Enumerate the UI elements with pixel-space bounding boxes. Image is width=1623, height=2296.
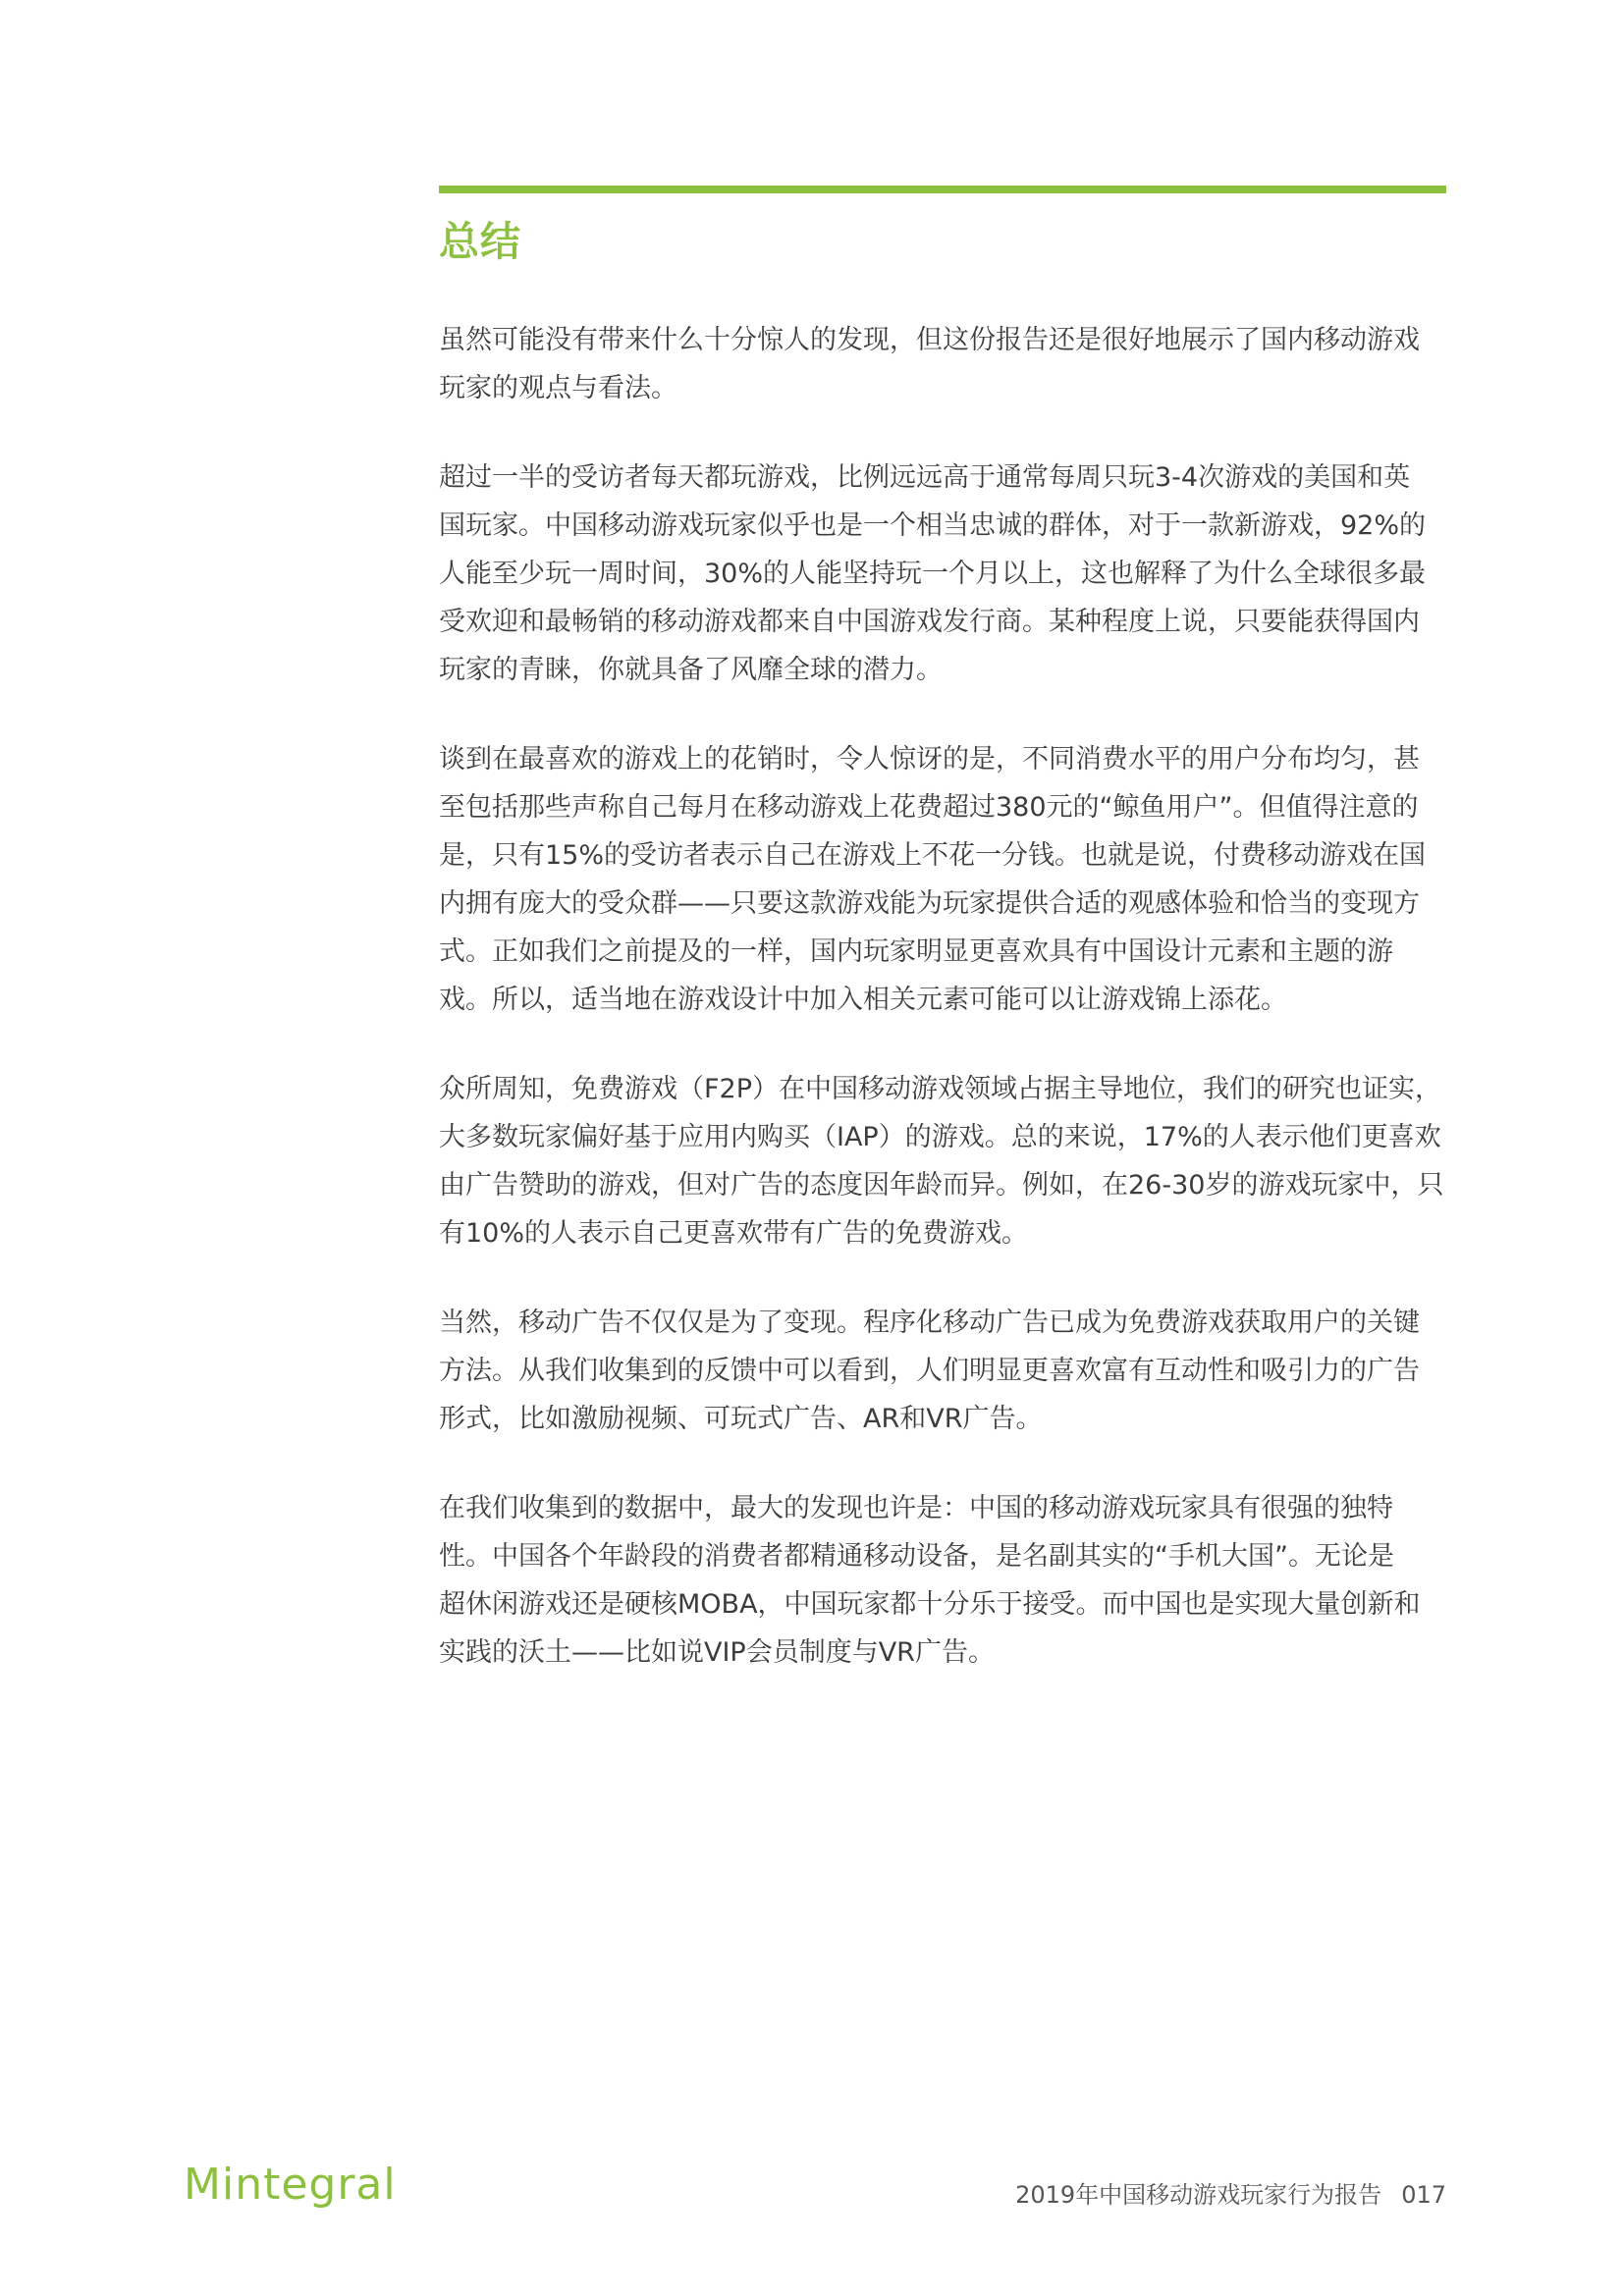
paragraph-line: 式。正如我们之前提及的一样，国内玩家明显更喜欢具有中国设计元素和主题的游 — [439, 936, 1393, 967]
paragraph-line: 由广告赞助的游戏，但对广告的态度因年龄而异。例如，在26-30岁的游戏玩家中，只 — [439, 1170, 1444, 1201]
paragraph-1 — [439, 316, 1476, 412]
paragraph-line: 玩家的青睐，你就具备了风靡全球的潜力。 — [439, 655, 943, 685]
paragraph-line: 是，只有15%的受访者表示自己在游戏上不花一分钱。也就是说，付费移动游戏在国 — [439, 840, 1427, 871]
paragraph-line: 谈到在最喜欢的游戏上的花销时，令人惊讶的是，不同消费水平的用户分布均匀，甚 — [439, 744, 1420, 774]
paragraph-line: 虽然可能没有带来什么十分惊人的发现，但这份报告还是很好地展示了国内移动游戏 — [439, 325, 1420, 355]
paragraph-3 — [439, 735, 1476, 1024]
paragraph-line: 玩家的观点与看法。 — [439, 373, 677, 403]
paragraph-line: 受欢迎和最畅销的移动游戏都来自中国游戏发行商。某种程度上说，只要能获得国内 — [439, 607, 1420, 637]
paragraph-2 — [439, 454, 1476, 694]
paragraph-line: 超休闲游戏还是硬核MOBA，中国玩家都十分乐于接受。而中国也是实现大量创新和 — [439, 1589, 1421, 1620]
paragraph-line: 至包括那些声称自己每月在移动游戏上花费超过380元的“鲸鱼用户”。但值得注意的 — [439, 792, 1419, 823]
paragraph-line: 当然，移动广告不仅仅是为了变现。程序化移动广告已成为免费游戏获取用户的关键 — [439, 1308, 1420, 1338]
section-title: 总结 — [439, 218, 521, 265]
report-title-text: 2019年中国移动游戏玩家行为报告 — [1015, 2181, 1382, 2209]
paragraph-line: 国玩家。中国移动游戏玩家似乎也是一个相当忠诚的群体，对于一款新游戏，92%的 — [439, 510, 1427, 541]
paragraph-line: 有10%的人表示自己更喜欢带有广告的免费游戏。 — [439, 1218, 1029, 1249]
paragraph-4 — [439, 1065, 1476, 1257]
paragraph-line: 戏。所以，适当地在游戏设计中加入相关元素可能可以让游戏锦上添花。 — [439, 985, 1287, 1015]
paragraph-line: 方法。从我们收集到的反馈中可以看到，人们明显更喜欢富有互动性和吸引力的广告 — [439, 1356, 1420, 1386]
section-top-rule — [439, 186, 1446, 193]
paragraph-line: 众所周知，免费游戏（F2P）在中国移动游戏领域占据主导地位，我们的研究也证实， — [439, 1074, 1441, 1104]
paragraph-line: 大多数玩家偏好基于应用内购买（IAP）的游戏。总的来说，17%的人表示他们更喜欢 — [439, 1122, 1441, 1152]
paragraph-6 — [439, 1484, 1476, 1677]
paragraph-line: 内拥有庞大的受众群——只要这款游戏能为玩家提供合适的观感体验和恰当的变现方 — [439, 888, 1420, 919]
footer-report-title — [1015, 2177, 1446, 2213]
paragraph-line: 人能至少玩一周时间，30%的人能坚持玩一个月以上，这也解释了为什么全球很多最 — [439, 559, 1427, 589]
page-number: 017 — [1401, 2181, 1446, 2209]
mintegral-logo: Mintegral — [184, 2160, 397, 2210]
paragraph-line: 在我们收集到的数据中，最大的发现也许是：中国的移动游戏玩家具有很强的独特 — [439, 1493, 1393, 1523]
paragraph-line: 实践的沃土——比如说VIP会员制度与VR广告。 — [439, 1637, 995, 1668]
paragraph-line: 超过一半的受访者每天都玩游戏，比例远远高于通常每周只玩3-4次游戏的美国和英 — [439, 462, 1411, 493]
paragraph-line: 形式，比如激励视频、可玩式广告、AR和VR广告。 — [439, 1404, 1043, 1434]
paragraph-line: 性。中国各个年龄段的消费者都精通移动设备，是名副其实的“手机大国”。无论是 — [439, 1541, 1394, 1572]
body-text — [439, 316, 1476, 1718]
paragraph-5 — [439, 1299, 1476, 1443]
